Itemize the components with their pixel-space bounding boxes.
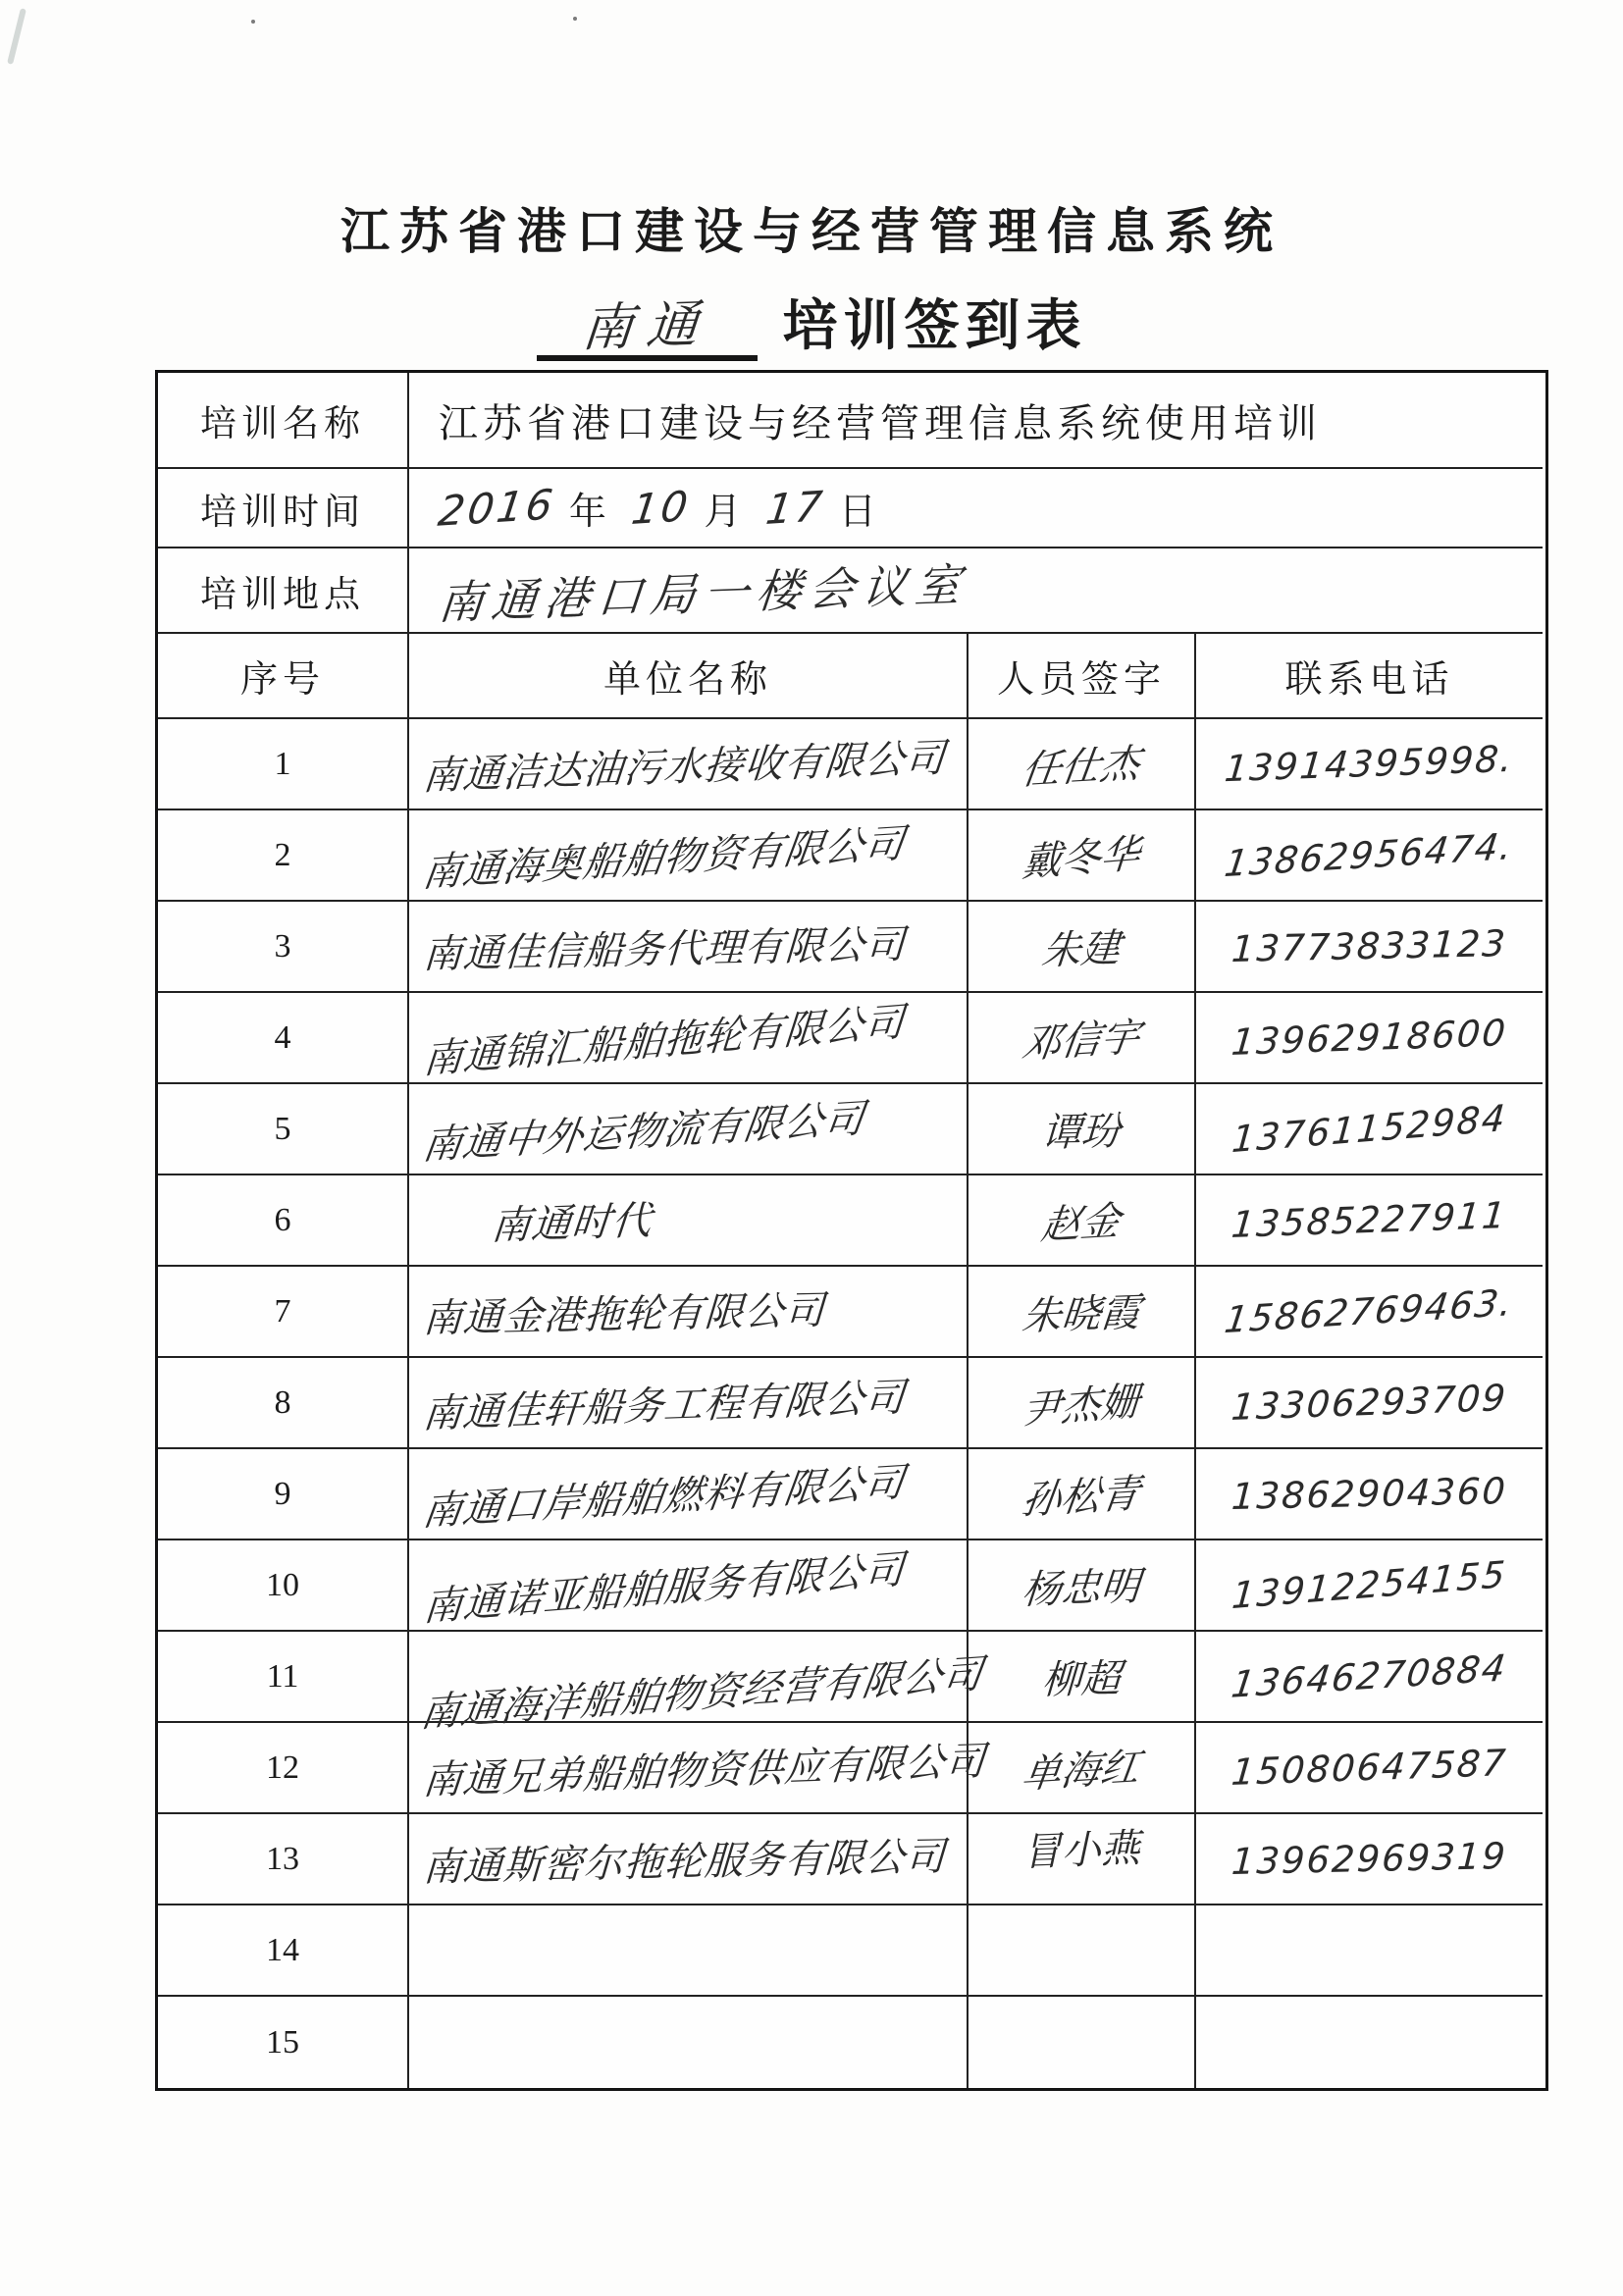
handwritten-signature: 朱建 — [1039, 925, 1123, 974]
handwritten-signature: 朱晓霞 — [1020, 1289, 1142, 1340]
handwritten-signature: 戴冬华 — [1021, 831, 1142, 886]
row-sign-cell — [969, 902, 1196, 993]
handwritten-unit: 南通诺亚船舶服务有限公司 — [421, 1546, 907, 1631]
row-sign-cell — [969, 1449, 1196, 1540]
handwritten-signature: 任仕杰 — [1019, 741, 1143, 794]
row-phone-cell — [1196, 902, 1543, 993]
header-no-cell — [158, 634, 409, 719]
handwritten-place: 南通港口局一楼会议室 — [436, 556, 970, 630]
handwritten-month: 10 — [628, 481, 694, 535]
row-phone-cell — [1196, 1358, 1543, 1449]
handwritten-phone: 13585227911 — [1230, 1194, 1509, 1246]
row-no-cell — [158, 1997, 409, 2088]
row-phone-cell — [1196, 1905, 1543, 1997]
row-unit-cell — [409, 810, 969, 902]
row-no-cell — [158, 1175, 409, 1267]
row-unit-cell — [409, 993, 969, 1084]
month-unit-label: 月 — [704, 492, 742, 533]
handwritten-phone: 13306293709 — [1230, 1377, 1509, 1429]
row-phone-cell — [1196, 1449, 1543, 1540]
handwritten-phone: 15862769463. — [1222, 1280, 1517, 1342]
row-phone-cell — [1196, 1267, 1543, 1358]
handwritten-signature: 单海红 — [1019, 1745, 1143, 1798]
handwritten-unit: 南通时代 — [489, 1198, 654, 1249]
handwritten-unit: 南通中外运物流有限公司 — [419, 1096, 868, 1170]
row-phone-cell — [1196, 1814, 1543, 1905]
row-sign-cell — [969, 1358, 1196, 1449]
row-no: 4 — [274, 1018, 291, 1056]
scan-artifact-dot — [251, 20, 255, 24]
row-unit-cell — [409, 1175, 969, 1267]
header-phone: 联系电话 — [1284, 659, 1454, 701]
training-place-label: 培训地点 — [200, 574, 365, 615]
handwritten-day: 17 — [763, 481, 829, 535]
row-no-cell — [158, 1449, 409, 1540]
row-phone-cell — [1196, 1175, 1543, 1267]
row-unit-cell — [409, 1084, 969, 1175]
row-phone-cell — [1196, 1997, 1543, 2088]
training-place-value-cell — [409, 548, 1543, 634]
handwritten-phone: 13862904360 — [1230, 1470, 1508, 1518]
row-sign-cell — [969, 810, 1196, 902]
header-sign-cell — [969, 634, 1196, 719]
handwritten-signature: 尹杰姗 — [1021, 1379, 1142, 1434]
handwritten-unit: 南通佳轩船务工程有限公司 — [420, 1375, 908, 1437]
handwritten-unit: 南通锦汇船舶拖轮有限公司 — [421, 999, 907, 1083]
row-no-cell — [158, 1540, 409, 1632]
handwritten-unit: 南通斯密尔拖轮服务有限公司 — [421, 1834, 947, 1891]
row-unit-cell — [409, 1267, 969, 1358]
handwritten-signature: 赵金 — [1038, 1198, 1124, 1249]
day-unit-label: 日 — [838, 492, 876, 533]
signin-table — [155, 370, 1548, 2091]
scan-artifact-slash — [7, 8, 26, 65]
header-unit-cell — [409, 634, 969, 719]
row-sign-cell — [969, 1084, 1196, 1175]
row-no: 15 — [266, 2023, 299, 2061]
training-name-label: 培训名称 — [200, 404, 365, 444]
row-phone-cell — [1196, 810, 1543, 902]
handwritten-phone: 13962969319 — [1230, 1835, 1508, 1883]
handwritten-phone: 13912254155 — [1230, 1552, 1509, 1618]
row-phone-cell — [1196, 993, 1543, 1084]
training-place-label-cell — [158, 548, 409, 634]
row-no: 8 — [274, 1383, 291, 1421]
row-phone-cell — [1196, 1084, 1543, 1175]
header-no: 序号 — [239, 659, 325, 701]
row-no: 12 — [266, 1748, 299, 1786]
row-no: 6 — [274, 1201, 291, 1238]
handwritten-signature: 冒小燕 — [1021, 1825, 1141, 1876]
row-no: 3 — [274, 927, 291, 965]
handwritten-phone: 13761152984 — [1230, 1096, 1509, 1162]
training-name-label-cell — [158, 373, 409, 469]
row-sign-cell — [969, 1267, 1196, 1358]
row-unit-cell — [409, 1814, 969, 1905]
row-no-cell — [158, 719, 409, 810]
row-unit-cell — [409, 1723, 988, 1814]
subtitle-text: 培训签到表 — [782, 296, 1087, 357]
row-sign-cell — [969, 1723, 1196, 1814]
row-no: 2 — [274, 836, 291, 873]
header-sign: 人员签字 — [996, 659, 1166, 701]
row-phone-cell — [1196, 1723, 1543, 1814]
handwritten-signature: 邓信宇 — [1019, 1015, 1143, 1068]
row-no-cell — [158, 1358, 409, 1449]
row-no-cell — [158, 810, 409, 902]
training-time-label: 培训时间 — [200, 492, 365, 533]
row-no-cell — [158, 902, 409, 993]
handwritten-phone: 15080647587 — [1230, 1742, 1509, 1794]
handwritten-signature: 杨忠明 — [1020, 1563, 1142, 1614]
scan-artifact-dot — [573, 17, 577, 21]
handwritten-unit: 南通兄弟船舶物资供应有限公司 — [420, 1738, 988, 1804]
row-no: 11 — [266, 1657, 299, 1695]
handwritten-signature: 柳超 — [1040, 1656, 1122, 1703]
row-unit-cell — [409, 1540, 969, 1632]
row-no: 5 — [274, 1110, 291, 1147]
row-sign-cell — [969, 1814, 1196, 1905]
handwritten-phone: 13962918600 — [1230, 1012, 1509, 1064]
row-sign-cell — [969, 1905, 1196, 1997]
handwritten-phone: 13862956474. — [1222, 824, 1517, 886]
row-no-cell — [158, 1814, 409, 1905]
row-unit-cell — [409, 719, 969, 810]
handwritten-signature: 孙松青 — [1019, 1471, 1143, 1524]
row-sign-cell — [969, 993, 1196, 1084]
header-phone-cell — [1196, 634, 1543, 719]
row-unit-cell — [409, 1358, 969, 1449]
handwritten-year: 2016 — [435, 480, 559, 536]
row-phone-cell — [1196, 1632, 1543, 1723]
row-sign-cell — [969, 1632, 1196, 1723]
handwritten-unit: 南通洁达油污水接收有限公司 — [420, 735, 948, 800]
handwritten-signature: 谭玢 — [1040, 1109, 1122, 1156]
subtitle-city-blank — [537, 294, 758, 361]
row-no: 1 — [274, 745, 291, 782]
row-no-cell — [158, 1084, 409, 1175]
row-no: 9 — [274, 1475, 291, 1512]
handwritten-unit: 南通海洋船舶物资经营有限公司 — [417, 1650, 987, 1737]
row-no-cell — [158, 1905, 409, 1997]
year-unit-label: 年 — [568, 492, 606, 533]
handwritten-phone: 13773833123 — [1230, 922, 1508, 970]
row-no-cell — [158, 1267, 409, 1358]
row-unit-cell — [409, 902, 969, 993]
handwritten-unit: 南通佳信船务代理有限公司 — [421, 921, 907, 978]
page-title: 江苏省港口建设与经营管理信息系统 — [340, 204, 1283, 259]
handwritten-phone: 13914395998. — [1223, 737, 1516, 791]
row-no-cell — [158, 1723, 409, 1814]
row-sign-cell — [969, 1175, 1196, 1267]
row-unit-cell — [409, 1632, 987, 1737]
row-no: 7 — [274, 1292, 291, 1330]
row-no: 10 — [266, 1566, 299, 1603]
row-no: 14 — [266, 1931, 299, 1968]
row-sign-cell — [969, 719, 1196, 810]
row-no-cell — [158, 993, 409, 1084]
handwritten-city: 南通 — [579, 294, 714, 359]
row-unit-cell — [409, 1449, 969, 1540]
handwritten-phone: 13646270884 — [1229, 1646, 1510, 1706]
training-time-label-cell — [158, 469, 409, 548]
row-phone-cell — [1196, 719, 1543, 810]
row-phone-cell — [1196, 1540, 1543, 1632]
training-name-value-cell — [409, 373, 1543, 469]
training-time-value-cell — [409, 469, 1543, 548]
row-no-cell — [158, 1632, 409, 1723]
header-unit: 单位名称 — [602, 659, 772, 701]
handwritten-unit: 南通海奥船舶物资有限公司 — [419, 820, 909, 897]
row-sign-cell — [969, 1997, 1196, 2088]
row-unit-cell — [409, 1905, 969, 1997]
handwritten-unit: 南通金港拖轮有限公司 — [421, 1287, 826, 1342]
training-name-value: 江苏省港口建设与经营管理信息系统使用培训 — [439, 400, 1322, 445]
row-sign-cell — [969, 1540, 1196, 1632]
row-no: 13 — [266, 1840, 299, 1877]
handwritten-unit: 南通口岸船舶燃料有限公司 — [419, 1459, 909, 1536]
row-unit-cell — [409, 1997, 969, 2088]
page-subtitle — [0, 283, 1623, 361]
